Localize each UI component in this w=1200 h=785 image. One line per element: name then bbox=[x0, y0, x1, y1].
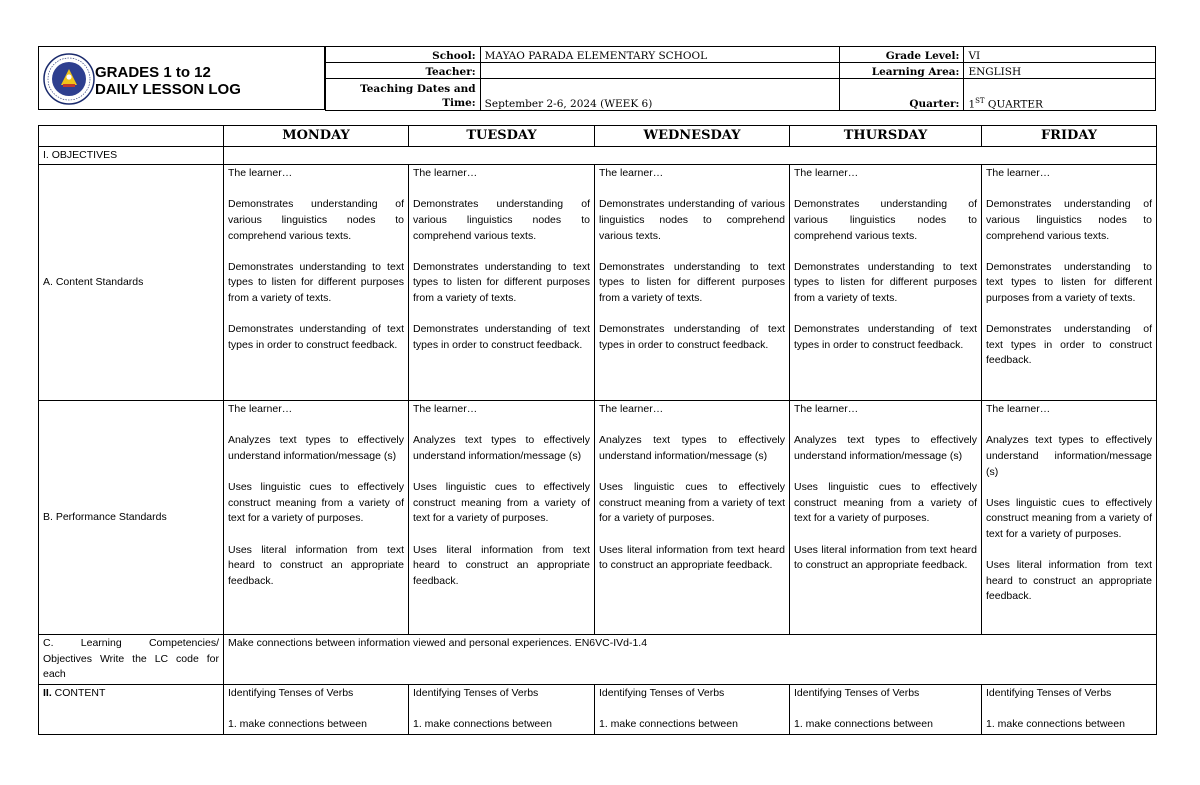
ps-item-2: Uses linguistic cues to effectively construct meaning from a variety of text for a variety of purposes. bbox=[228, 481, 404, 525]
quarter-label: Quarter: bbox=[839, 79, 964, 111]
day-friday: FRIDAY bbox=[982, 126, 1157, 147]
school-value: MAYAO PARADA ELEMENTARY SCHOOL bbox=[480, 47, 839, 63]
day-wednesday: WEDNESDAY bbox=[595, 126, 790, 147]
content-standards-row bbox=[39, 165, 1157, 401]
cs-learner: The learner… bbox=[413, 167, 478, 180]
ps-item-3: Uses literal information from text heard to construct an appropriate feedback. bbox=[413, 543, 590, 587]
performance-standards-friday bbox=[982, 401, 1157, 635]
cs-item-1: Demonstrates understanding of various linguistics nodes to comprehend various texts. bbox=[228, 198, 404, 242]
cs-item-1: Demonstrates understanding of various linguistics nodes to comprehend various texts. bbox=[986, 198, 1152, 242]
content-standards-thursday bbox=[790, 165, 982, 401]
title-line-1: GRADES 1 to 12 bbox=[95, 64, 211, 81]
content-standards-monday bbox=[224, 165, 409, 401]
grade-level-label: Grade Level: bbox=[839, 47, 964, 63]
ps-item-1: Analyzes text types to effectively understand information/message (s) bbox=[413, 434, 590, 462]
ps-item-2: Uses linguistic cues to effectively construct meaning from a variety of text for a variety of purposes. bbox=[599, 481, 785, 525]
ps-learner: The learner… bbox=[599, 403, 664, 416]
ps-item-2: Uses linguistic cues to effectively construct meaning from a variety of text for a variety of purposes. bbox=[413, 481, 590, 525]
content-friday bbox=[982, 684, 1157, 734]
ps-item-1: Analyzes text types to effectively understand information/message (s) bbox=[794, 434, 977, 462]
competencies-text: Make connections between information viewed and personal experiences. EN6VC-IVd-1.4 bbox=[224, 635, 1157, 685]
content-item-1: 1. make connections between bbox=[599, 718, 738, 731]
ps-learner: The learner… bbox=[794, 403, 859, 416]
competencies-row bbox=[39, 635, 1157, 685]
content-label bbox=[39, 684, 224, 734]
ps-item-3: Uses literal information from text heard to construct an appropriate feedback. bbox=[228, 543, 404, 587]
cs-item-3: Demonstrates understanding of text types in order to construct feedback. bbox=[599, 323, 785, 351]
school-label: School: bbox=[326, 47, 481, 63]
content-standards-tuesday bbox=[409, 165, 595, 401]
performance-standards-row bbox=[39, 401, 1157, 635]
header-info-table bbox=[325, 46, 1156, 111]
cs-item-2: Demonstrates understanding to text types to listen for different purposes from a variety of texts. bbox=[794, 260, 977, 304]
content-topic: Identifying Tenses of Verbs bbox=[794, 686, 920, 699]
content-topic: Identifying Tenses of Verbs bbox=[986, 686, 1112, 699]
cs-item-2: Demonstrates understanding to text types to listen for different purposes from a variety of texts. bbox=[986, 260, 1152, 304]
cs-item-3: Demonstrates understanding of text types in order to construct feedback. bbox=[413, 323, 590, 351]
ps-item-3: Uses literal information from text heard to construct an appropriate feedback. bbox=[794, 543, 977, 572]
quarter-number: 1 bbox=[968, 98, 976, 110]
quarter-value bbox=[964, 79, 1156, 111]
cs-item-3: Demonstrates understanding of text types in order to construct feedback. bbox=[228, 323, 404, 351]
ps-learner: The learner… bbox=[413, 403, 478, 416]
day-tuesday: TUESDAY bbox=[409, 126, 595, 147]
cs-item-2: Demonstrates understanding to text types to listen for different purposes from a variety of texts. bbox=[228, 260, 404, 304]
dll-header bbox=[38, 46, 1156, 110]
content-topic: Identifying Tenses of Verbs bbox=[413, 686, 539, 699]
learning-area-label: Learning Area: bbox=[839, 63, 964, 79]
content-item-1: 1. make connections between bbox=[228, 718, 367, 731]
days-header-row bbox=[39, 126, 1157, 147]
content-thursday bbox=[790, 684, 982, 734]
competencies-label: C. Learning Competencies/ Objectives Write the LC code for each bbox=[39, 635, 224, 685]
objectives-row bbox=[39, 146, 1157, 165]
objectives-label: I. OBJECTIVES bbox=[39, 146, 224, 165]
grade-level-value: VI bbox=[964, 47, 1156, 63]
title-line-2: DAILY LESSON LOG bbox=[95, 81, 241, 98]
cs-learner: The learner… bbox=[794, 167, 859, 180]
day-thursday: THURSDAY bbox=[790, 126, 982, 147]
cs-item-1: Demonstrates understanding of various linguistics nodes to comprehend various texts. bbox=[413, 198, 590, 242]
cs-learner: The learner… bbox=[599, 167, 664, 180]
content-row bbox=[39, 684, 1157, 734]
cs-item-2: Demonstrates understanding to text types to listen for different purposes from a variety of texts. bbox=[599, 260, 785, 304]
cs-item-1: Demonstrates understanding of various linguistics nodes to comprehend various texts. bbox=[794, 198, 977, 242]
quarter-suffix: ST bbox=[975, 96, 985, 105]
content-standards-friday bbox=[982, 165, 1157, 401]
ps-item-1: Analyzes text types to effectively understand information/message (s) bbox=[599, 434, 785, 462]
performance-standards-wednesday bbox=[595, 401, 790, 635]
performance-standards-tuesday bbox=[409, 401, 595, 635]
content-topic: Identifying Tenses of Verbs bbox=[599, 686, 725, 699]
cs-learner: The learner… bbox=[986, 167, 1051, 180]
ps-learner: The learner… bbox=[228, 403, 293, 416]
ps-learner: The learner… bbox=[986, 403, 1051, 416]
content-wednesday bbox=[595, 684, 790, 734]
learning-area-value: ENGLISH bbox=[964, 63, 1156, 79]
lesson-log-title bbox=[95, 64, 241, 98]
teacher-label: Teacher: bbox=[326, 63, 481, 79]
content-tuesday bbox=[409, 684, 595, 734]
cs-item-3: Demonstrates understanding of text types in order to construct feedback. bbox=[986, 323, 1152, 367]
ps-item-1: Analyzes text types to effectively understand information/message (s) bbox=[228, 434, 404, 462]
content-standards-label: A. Content Standards bbox=[39, 165, 224, 401]
content-topic: Identifying Tenses of Verbs bbox=[228, 686, 354, 699]
cs-item-2: Demonstrates understanding to text types to listen for different purposes from a variety of texts. bbox=[413, 260, 590, 304]
content-word: CONTENT bbox=[51, 686, 106, 699]
cs-item-1: Demonstrates understanding of various linguistics nodes to comprehend various texts. bbox=[599, 198, 785, 242]
cs-learner: The learner… bbox=[228, 167, 293, 180]
content-monday bbox=[224, 684, 409, 734]
teaching-dates-label: Teaching Dates and Time: bbox=[326, 79, 481, 111]
ps-item-2: Uses linguistic cues to effectively construct meaning from a variety of text for a variety of purposes. bbox=[986, 496, 1152, 540]
corner-cell bbox=[39, 126, 224, 147]
content-roman: II. bbox=[43, 686, 52, 699]
performance-standards-thursday bbox=[790, 401, 982, 635]
performance-standards-monday bbox=[224, 401, 409, 635]
objectives-blank bbox=[224, 146, 1157, 165]
ps-item-3: Uses literal information from text heard to construct an appropriate feedback. bbox=[599, 543, 785, 572]
content-standards-wednesday bbox=[595, 165, 790, 401]
ps-item-1: Analyzes text types to effectively understand information/message (s) bbox=[986, 434, 1152, 478]
lesson-log-table bbox=[38, 125, 1157, 735]
day-monday: MONDAY bbox=[224, 126, 409, 147]
teacher-value bbox=[480, 63, 839, 79]
ps-item-3: Uses literal information from text heard to construct an appropriate feedback. bbox=[986, 559, 1152, 603]
performance-standards-label: B. Performance Standards bbox=[39, 401, 224, 635]
content-item-1: 1. make connections between bbox=[413, 718, 552, 731]
cs-item-3: Demonstrates understanding of text types in order to construct feedback. bbox=[794, 323, 977, 351]
logo-title-box bbox=[38, 46, 325, 110]
deped-seal-icon bbox=[43, 51, 95, 107]
ps-item-2: Uses linguistic cues to effectively construct meaning from a variety of text for a variety of purposes. bbox=[794, 481, 977, 525]
content-item-1: 1. make connections between bbox=[986, 718, 1125, 731]
content-item-1: 1. make connections between bbox=[794, 718, 933, 731]
teaching-dates-value: September 2-6, 2024 (WEEK 6) bbox=[480, 79, 839, 111]
quarter-word: QUARTER bbox=[984, 98, 1043, 110]
